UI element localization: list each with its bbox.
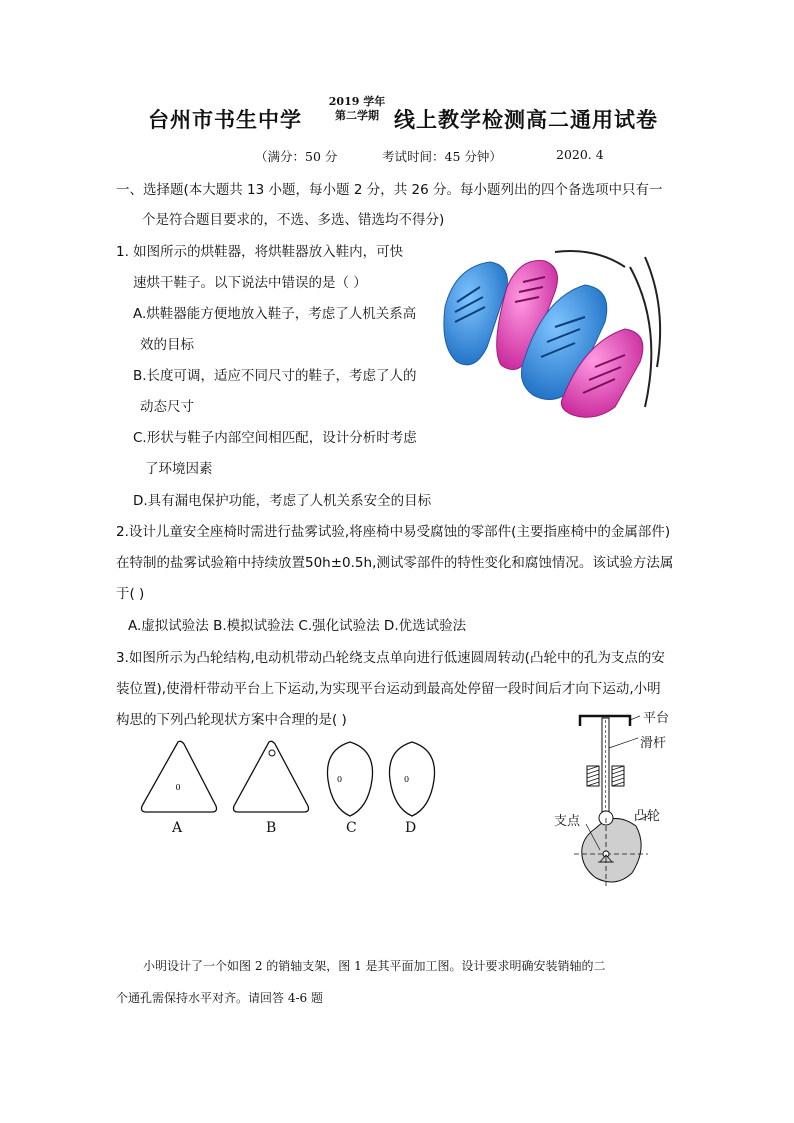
- intro-q4-6-line2: 个通孔需保持水平对齐。请回答 4-6 题: [116, 991, 323, 1005]
- shoe-dryer-image: [435, 247, 675, 422]
- q1-option-b-line2: 动态尺寸: [140, 399, 194, 415]
- q1-option-c-line2: 了环境因素: [145, 461, 213, 477]
- q3-stem-line2: 装位置),使滑杆带动平台上下运动,为实现平台运动到最高处停留一段时间后才向下运动,小明: [116, 681, 661, 697]
- q1-option-a-line1: A.烘鞋器能方便地放入鞋子，考虑了人机关系高: [133, 306, 417, 322]
- q1-option-d-line1: D.具有漏电保护功能，考虑了人机关系安全的目标: [133, 493, 432, 509]
- cam-options-figure: [136, 738, 446, 820]
- shape-d-label: D: [405, 820, 417, 836]
- shape-b-label: B: [266, 820, 277, 836]
- svg-text:0: 0: [175, 783, 181, 792]
- time-info: 考试时间：45 分钟）: [382, 149, 502, 164]
- q2-stem-line3: 于( ): [116, 586, 145, 602]
- shape-a: [142, 741, 217, 812]
- q3-stem-line3: 构思的下列凸轮现状方案中合理的是( ): [116, 712, 347, 728]
- svg-text:0: 0: [337, 775, 343, 784]
- q3-stem-line1: 3.如图所示为凸轮结构,电动机带动凸轮绕支点单向进行低速圆周转动(凸轮中的孔为支点的安: [116, 650, 665, 666]
- shape-d: [389, 742, 434, 816]
- cam-body: [582, 818, 641, 882]
- q2-stem-line2: 在特制的盐雾试验箱中持续放置50h±0.5h,测试零部件的特性变化和腐蚀情况。该试验方法属: [116, 555, 674, 571]
- label-platform: 平台: [643, 711, 670, 726]
- intro-q4-6-line1: 小明设计了一个如图 2 的销轴支架，图 1 是其平面加工图。设计要求明确安装销轴的二: [143, 959, 606, 973]
- title-semester: 第二学期: [335, 109, 379, 122]
- exam-date: 2020. 4: [556, 147, 604, 162]
- title-rest: 线上教学检测高二通用试卷: [394, 107, 658, 132]
- q1-stem-line2: 速烘干鞋子。以下说法中错误的是（ ）: [133, 275, 367, 291]
- shape-c-label: C: [346, 820, 357, 836]
- shape-a-label: A: [172, 820, 183, 836]
- label-rod: 滑杆: [640, 736, 667, 751]
- label-pivot: 支点: [554, 814, 581, 829]
- shape-c: [327, 742, 372, 816]
- q1-option-b-line1: B.长度可调，适应不同尺寸的鞋子，考虑了人的: [133, 368, 417, 384]
- title-term-stack: [322, 95, 392, 123]
- section-heading-line1: 一、选择题(本大题共 13 小题，每小题 2 分，共 26 分。每小题列出的四个备选项中只有一: [116, 182, 663, 198]
- shape-b: [234, 741, 309, 812]
- title-school: 台州市书生中学: [148, 107, 302, 132]
- q1-option-c-line1: C.形状与鞋子内部空间相匹配，设计分析时考虑: [133, 430, 417, 446]
- q1-option-a-line2: 效的目标: [140, 337, 194, 353]
- q2-options: A.虚拟试验法 B.模拟试验法 C.强化试验法 D.优选试验法: [128, 618, 467, 634]
- q2-stem-line1: 2.设计儿童安全座椅时需进行盐雾试验,将座椅中易受腐蚀的零部件(主要指座椅中的金属部件): [116, 524, 671, 540]
- svg-text:0: 0: [404, 775, 410, 784]
- q1-stem-line1: 1. 如图所示的烘鞋器，将烘鞋器放入鞋内，可快: [116, 244, 404, 260]
- score-info: （满分：50 分: [255, 149, 338, 164]
- label-cam: 凸轮: [634, 809, 661, 824]
- section-heading-line2: 个是符合题目要求的，不选、多选、错选均不得分): [142, 212, 445, 228]
- pivot-point: [603, 851, 609, 857]
- title-year: 2019 学年: [328, 95, 386, 108]
